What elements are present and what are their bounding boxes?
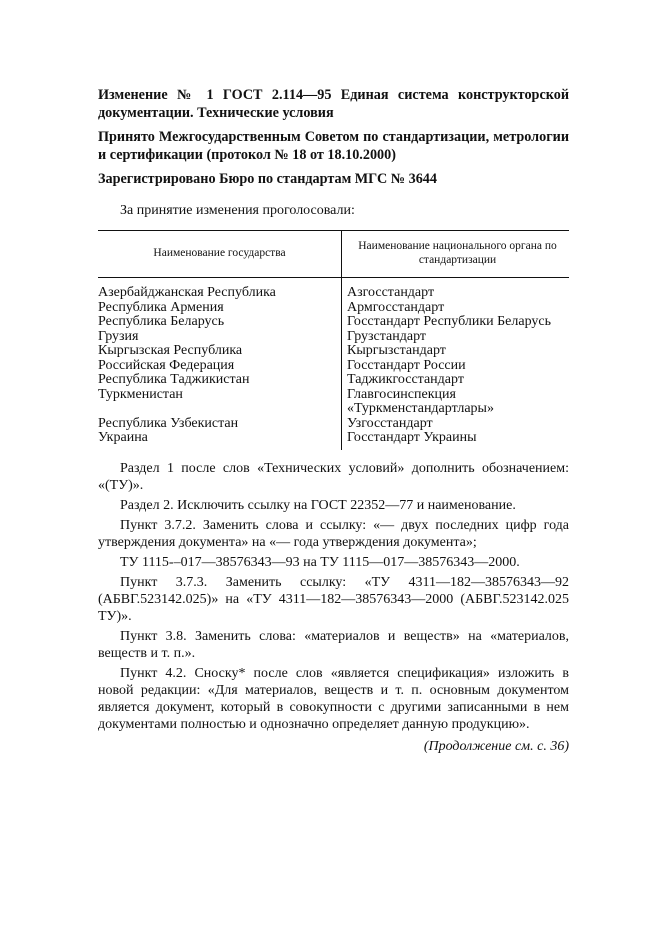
table-row [98,315,569,330]
change-paragraph: Раздел 2. Исключить ссылку на ГОСТ 22352—77 и наименование. [120,497,516,513]
table-row [98,301,569,316]
standards-body-name: Таджикгосстандарт [347,372,464,387]
voting-lead: За принятие изменения проголосовали: [120,203,355,218]
state-name: Азербайджанская Республика [98,278,342,301]
adoption-note: Принято Межгосударственным Советом по стандартизации, метрологии и сертификации (протокол № 18 от 18.10.2000) [98,129,569,163]
continuation-note: (Продолжение см. с. 36) [423,738,569,754]
column-header-state: Наименование государства [98,231,342,278]
state-name: Кыргызская Республика [98,344,342,359]
standards-body-name: Госстандарт Украины [347,430,477,445]
change-paragraph: ТУ 1115-–017—38576343—93 на ТУ 1115—017—38576343—2000. [120,554,520,570]
state-name: Грузия [98,330,342,345]
change-paragraph: Пункт 3.8. Заменить слова: «материалов и веществ» на «материалов, веществ и т. п.». [98,628,569,661]
change-paragraph: Пункт 3.7.2. Заменить слова и ссылку: «— двух последних цифр года утверждения документа» на «— года утверждения документа»; [98,517,569,550]
state-name: Туркменистан [98,388,342,417]
document-page [98,86,569,755]
state-name: Республика Узбекистан [98,417,342,432]
registration-note: Зарегистрировано Бюро по стандартам МГС № 3644 [98,171,437,187]
table-row [98,330,569,345]
voting-table [98,230,569,450]
table-row [98,373,569,388]
standards-body-name: Госстандарт России [347,357,466,373]
standards-body-name: Армгосстандарт [347,299,445,315]
table-row [98,278,569,301]
table-row [98,417,569,432]
change-paragraph: Пункт 4.2. Сноску* после слов «является спецификация» изложить в новой редакции: «Для материалов, веществ и т. п. основным документом является документ, который в совокупности с другими записанными в нем документами полностью и однозначно определяет данную продукцию». [98,665,569,732]
standards-body-name: Узгосстандарт [347,415,433,431]
standards-body-name: Главгосинспекция «Туркменстандартлары» [347,386,494,416]
change-paragraph: Раздел 1 после слов «Технических условий» дополнить обозначением: «(ТУ)». [98,460,569,493]
standards-body-name: Кыргызстандарт [347,343,446,358]
standards-body-name: Азгосстандарт [347,285,435,300]
table-row [98,388,569,417]
state-name: Российская Федерация [98,359,342,374]
state-name: Республика Беларусь [98,315,342,330]
change-paragraph: Пункт 3.7.3. Заменить ссылку: «ТУ 4311—182—38576343—92 (АБВГ.523142.025)» на «ТУ 4311—182—38576343—2000 (АБВГ.523142.025 ТУ)». [98,574,569,624]
state-name: Республика Армения [98,301,342,316]
state-name: Республика Таджикистан [98,373,342,388]
standards-body-name: Грузстандарт [347,328,427,344]
table-row [98,344,569,359]
table-row [98,359,569,374]
state-name: Украина [98,431,342,450]
column-header-standards-body: Наименование национального органа по стандартизации [342,231,570,278]
standards-body-name: Госстандарт Республики Беларусь [347,314,552,329]
table-row [98,431,569,450]
change-items [98,460,569,755]
change-title: Изменение № 1 ГОСТ 2.114—95 Единая система конструкторской документации. Технические условия [98,87,569,121]
